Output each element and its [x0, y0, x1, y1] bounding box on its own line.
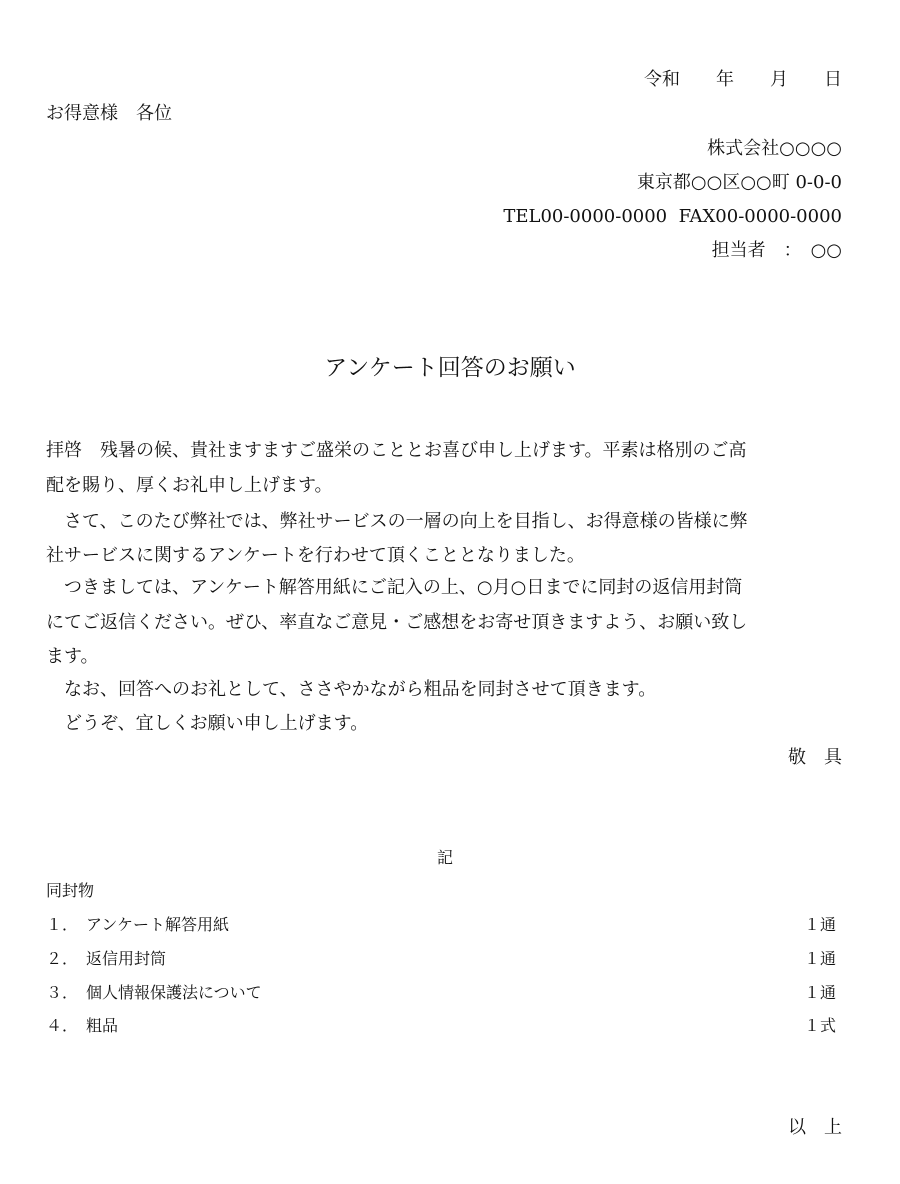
- letter-date: 令和 年 月 日: [644, 69, 842, 90]
- closing-keigu: 敬 具: [788, 747, 842, 768]
- body-line: 社サービスに関するアンケートを行わせて頂くこととなりました。: [46, 545, 585, 566]
- item-quantity: １通: [803, 949, 836, 968]
- body-line: なお、回答へのお礼として、ささやかながら粗品を同封させて頂きます。: [46, 679, 657, 700]
- closing-ijou: 以 上: [788, 1117, 842, 1138]
- body-line: どうぞ、宜しくお願い申し上げます。: [46, 713, 369, 734]
- item-label: アンケート解答用紙: [86, 915, 230, 934]
- item-number: ４．: [46, 1016, 79, 1035]
- sender-person: 担当者 ： ○○: [711, 240, 842, 261]
- body-line: 配を賜り、厚くお礼申し上げます。: [46, 475, 333, 496]
- sender-contact: TEL00-0000-0000 FAX00-0000-0000: [503, 206, 842, 227]
- enclosure-item: [46, 947, 836, 971]
- item-quantity: １通: [803, 983, 836, 1002]
- item-quantity: １式: [803, 1016, 836, 1035]
- enclosure-label: 同封物: [46, 881, 95, 900]
- document-title: アンケート回答のお願い: [324, 355, 576, 381]
- enclosure-item: [46, 913, 836, 937]
- sender-company: 株式会社○○○○: [707, 138, 842, 159]
- enclosure-item: [46, 1014, 836, 1038]
- item-label: 粗品: [86, 1016, 119, 1035]
- body-line: さて、このたび弊社では、弊社サービスの一層の向上を目指し、お得意様の皆様に弊: [46, 511, 748, 532]
- body-line: ます。: [46, 646, 99, 667]
- item-quantity: １通: [803, 915, 836, 934]
- body-line: にてご返信ください。ぜひ、率直なご意見・ご感想をお寄せ頂きますよう、お願い致し: [46, 612, 748, 633]
- ki-heading: 記: [436, 848, 453, 867]
- item-number: １．: [46, 915, 79, 934]
- item-label: 個人情報保護法について: [86, 983, 262, 1002]
- sender-address: 東京都○○区○○町 0-0-0: [636, 172, 842, 193]
- enclosure-item: [46, 981, 836, 1005]
- item-label: 返信用封筒: [86, 949, 167, 968]
- body-line: つきましては、アンケート解答用紙にご記入の上、○月○日までに同封の返信用封筒: [46, 577, 743, 598]
- item-number: ２．: [46, 949, 79, 968]
- item-number: ３．: [46, 983, 79, 1002]
- recipient: お得意様 各位: [46, 103, 172, 124]
- body-line: 拝啓 残暑の候、貴社ますますご盛栄のこととお喜び申し上げます。平素は格別のご高: [46, 440, 747, 461]
